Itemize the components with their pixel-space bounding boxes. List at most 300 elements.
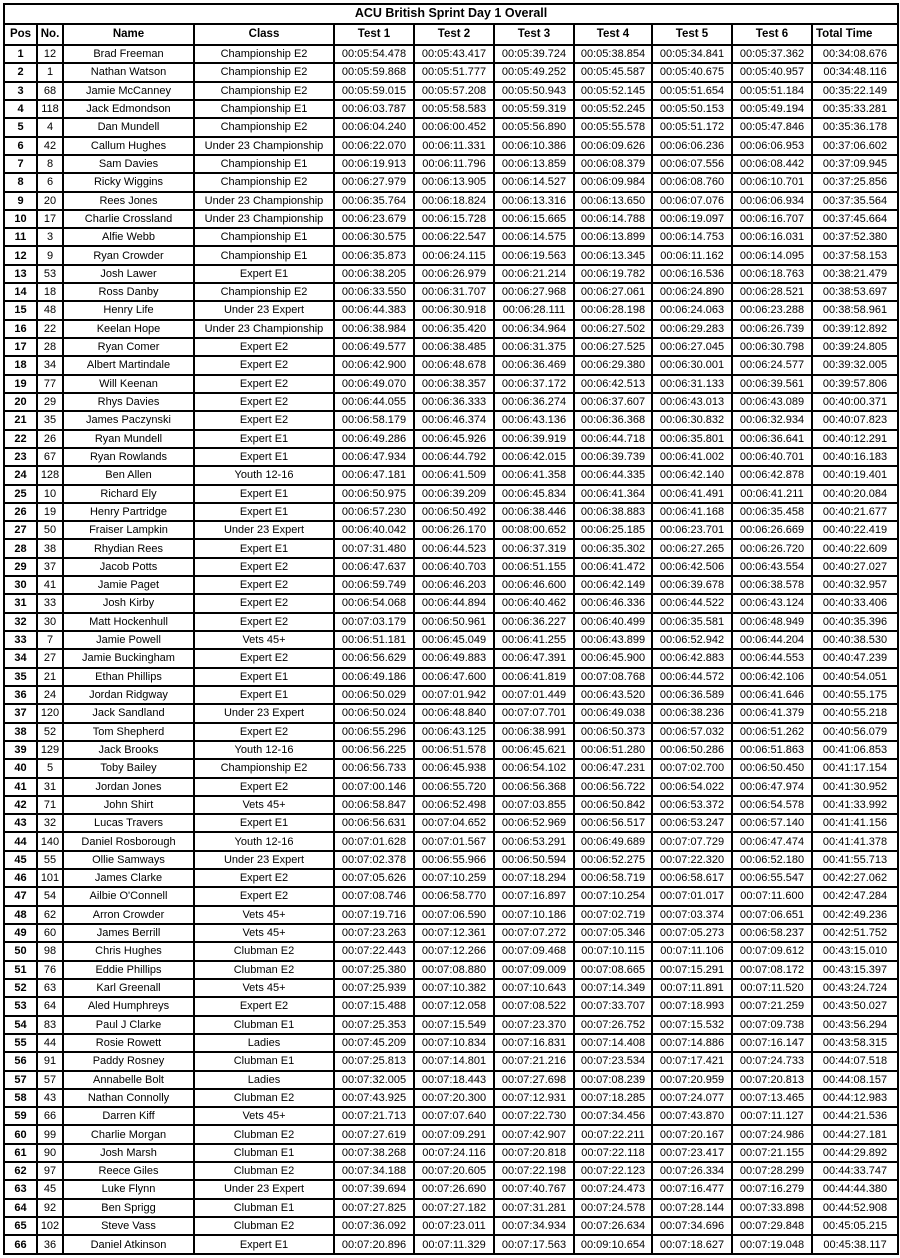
cell-name: Fraiser Lampkin (63, 521, 194, 539)
cell-test5: 00:06:08.760 (652, 173, 732, 191)
cell-test2: 00:07:15.549 (414, 1016, 494, 1034)
cell-total: 00:37:52.380 (812, 228, 898, 246)
cell-pos: 37 (4, 704, 37, 722)
cell-class: Championship E2 (194, 63, 334, 81)
cell-no: 8 (37, 155, 63, 173)
cell-no: 37 (37, 558, 63, 576)
cell-test6: 00:06:52.180 (732, 851, 812, 869)
cell-name: Albert Martindale (63, 356, 194, 374)
cell-test3: 00:07:20.818 (494, 1144, 574, 1162)
cell-total: 00:40:22.609 (812, 539, 898, 557)
cell-total: 00:44:52.908 (812, 1199, 898, 1217)
cell-test5: 00:05:51.654 (652, 82, 732, 100)
cell-test1: 00:06:58.179 (334, 411, 414, 429)
cell-test6: 00:05:40.957 (732, 63, 812, 81)
cell-no: 29 (37, 393, 63, 411)
cell-test2: 00:06:36.333 (414, 393, 494, 411)
cell-test3: 00:07:16.897 (494, 887, 574, 905)
cell-test4: 00:06:37.607 (574, 393, 652, 411)
cell-test3: 00:07:09.468 (494, 942, 574, 960)
cell-name: Josh Marsh (63, 1144, 194, 1162)
table-row (4, 997, 898, 1015)
cell-test4: 00:06:14.788 (574, 210, 652, 228)
table-row (4, 759, 898, 777)
cell-total: 00:44:29.892 (812, 1144, 898, 1162)
cell-name: Henry Partridge (63, 503, 194, 521)
cell-test4: 00:07:26.752 (574, 1016, 652, 1034)
cell-test6: 00:06:55.547 (732, 869, 812, 887)
cell-no: 83 (37, 1016, 63, 1034)
cell-class: Expert E2 (194, 649, 334, 667)
column-header-row (4, 24, 898, 45)
cell-test5: 00:06:07.076 (652, 192, 732, 210)
cell-pos: 35 (4, 668, 37, 686)
cell-no: 44 (37, 1034, 63, 1052)
cell-class: Youth 12-16 (194, 832, 334, 850)
cell-test6: 00:06:43.554 (732, 558, 812, 576)
cell-test3: 00:08:00.652 (494, 521, 574, 539)
cell-test6: 00:06:42.878 (732, 466, 812, 484)
cell-pos: 65 (4, 1217, 37, 1235)
cell-name: Tom Shepherd (63, 723, 194, 741)
cell-test6: 00:06:54.578 (732, 796, 812, 814)
cell-test4: 00:06:56.722 (574, 778, 652, 796)
cell-test3: 00:06:36.274 (494, 393, 574, 411)
table-row (4, 961, 898, 979)
table-row (4, 1180, 898, 1198)
cell-no: 3 (37, 228, 63, 246)
column-header-test4: Test 4 (574, 24, 652, 45)
cell-test1: 00:06:44.383 (334, 301, 414, 319)
cell-test4: 00:06:27.525 (574, 338, 652, 356)
cell-test2: 00:06:43.125 (414, 723, 494, 741)
cell-class: Expert E2 (194, 356, 334, 374)
cell-name: Charlie Crossland (63, 210, 194, 228)
cell-test6: 00:06:26.720 (732, 539, 812, 557)
cell-test6: 00:06:30.798 (732, 338, 812, 356)
cell-total: 00:34:48.116 (812, 63, 898, 81)
cell-test6: 00:07:09.738 (732, 1016, 812, 1034)
cell-name: Ryan Rowlands (63, 448, 194, 466)
cell-test4: 00:06:27.502 (574, 320, 652, 338)
cell-test3: 00:06:47.391 (494, 649, 574, 667)
cell-test5: 00:07:43.870 (652, 1107, 732, 1125)
cell-test5: 00:07:01.017 (652, 887, 732, 905)
cell-total: 00:38:53.697 (812, 283, 898, 301)
cell-test5: 00:05:50.153 (652, 100, 732, 118)
table-row (4, 1199, 898, 1217)
cell-test5: 00:06:19.097 (652, 210, 732, 228)
cell-pos: 2 (4, 63, 37, 81)
table-row (4, 246, 898, 264)
cell-class: Clubman E2 (194, 1089, 334, 1107)
cell-class: Youth 12-16 (194, 466, 334, 484)
cell-test1: 00:06:47.637 (334, 558, 414, 576)
cell-test5: 00:07:11.891 (652, 979, 732, 997)
cell-test2: 00:06:47.600 (414, 668, 494, 686)
cell-class: Under 23 Championship (194, 137, 334, 155)
cell-test6: 00:06:06.953 (732, 137, 812, 155)
cell-no: 4 (37, 118, 63, 136)
cell-total: 00:38:21.479 (812, 265, 898, 283)
cell-test2: 00:07:26.690 (414, 1180, 494, 1198)
cell-test5: 00:06:44.522 (652, 594, 732, 612)
cell-test6: 00:07:21.155 (732, 1144, 812, 1162)
cell-test3: 00:06:43.136 (494, 411, 574, 429)
cell-test3: 00:06:28.111 (494, 301, 574, 319)
cell-test6: 00:06:42.106 (732, 668, 812, 686)
cell-total: 00:44:33.747 (812, 1162, 898, 1180)
cell-test3: 00:07:40.767 (494, 1180, 574, 1198)
cell-name: Jamie Powell (63, 631, 194, 649)
cell-test1: 00:07:03.179 (334, 613, 414, 631)
column-header-no: No. (37, 24, 63, 45)
cell-class: Expert E1 (194, 485, 334, 503)
table-row (4, 393, 898, 411)
cell-test4: 00:07:26.634 (574, 1217, 652, 1235)
cell-test1: 00:05:54.478 (334, 45, 414, 63)
cell-test4: 00:06:52.275 (574, 851, 652, 869)
cell-test6: 00:05:51.184 (732, 82, 812, 100)
cell-test4: 00:07:22.118 (574, 1144, 652, 1162)
cell-pos: 42 (4, 796, 37, 814)
table-row (4, 741, 898, 759)
cell-pos: 31 (4, 594, 37, 612)
cell-test2: 00:06:38.485 (414, 338, 494, 356)
table-row (4, 869, 898, 887)
cell-test1: 00:06:33.550 (334, 283, 414, 301)
cell-test1: 00:07:20.896 (334, 1235, 414, 1254)
cell-no: 55 (37, 851, 63, 869)
cell-test5: 00:06:53.372 (652, 796, 732, 814)
cell-test4: 00:07:08.768 (574, 668, 652, 686)
cell-name: Ethan Phillips (63, 668, 194, 686)
cell-no: 22 (37, 320, 63, 338)
cell-name: Brad Freeman (63, 45, 194, 63)
cell-test2: 00:06:50.961 (414, 613, 494, 631)
cell-test3: 00:07:18.294 (494, 869, 574, 887)
cell-test5: 00:06:23.701 (652, 521, 732, 539)
cell-test2: 00:06:49.883 (414, 649, 494, 667)
cell-test6: 00:06:48.949 (732, 613, 812, 631)
cell-test2: 00:06:58.770 (414, 887, 494, 905)
cell-test2: 00:07:12.266 (414, 942, 494, 960)
cell-test6: 00:06:57.140 (732, 814, 812, 832)
cell-test3: 00:06:38.991 (494, 723, 574, 741)
cell-name: Darren Kiff (63, 1107, 194, 1125)
cell-class: Expert E2 (194, 411, 334, 429)
cell-name: Annabelle Bolt (63, 1071, 194, 1089)
cell-test5: 00:06:30.832 (652, 411, 732, 429)
cell-test1: 00:07:01.628 (334, 832, 414, 850)
cell-class: Expert E2 (194, 594, 334, 612)
cell-test2: 00:06:11.331 (414, 137, 494, 155)
cell-test6: 00:07:20.813 (732, 1071, 812, 1089)
cell-test2: 00:06:15.728 (414, 210, 494, 228)
cell-test4: 00:07:08.665 (574, 961, 652, 979)
cell-test1: 00:07:43.925 (334, 1089, 414, 1107)
cell-test5: 00:06:52.942 (652, 631, 732, 649)
table-row (4, 283, 898, 301)
cell-name: Sam Davies (63, 155, 194, 173)
cell-name: Chris Hughes (63, 942, 194, 960)
cell-name: Daniel Rosborough (63, 832, 194, 850)
table-row (4, 851, 898, 869)
cell-class: Clubman E2 (194, 942, 334, 960)
cell-test2: 00:06:45.938 (414, 759, 494, 777)
cell-pos: 53 (4, 997, 37, 1015)
cell-no: 10 (37, 485, 63, 503)
table-row (4, 1016, 898, 1034)
cell-total: 00:39:24.805 (812, 338, 898, 356)
cell-test2: 00:07:10.259 (414, 869, 494, 887)
cell-test3: 00:06:38.446 (494, 503, 574, 521)
cell-test5: 00:06:27.265 (652, 539, 732, 557)
cell-test3: 00:05:59.319 (494, 100, 574, 118)
table-row (4, 1235, 898, 1254)
cell-class: Youth 12-16 (194, 741, 334, 759)
cell-test1: 00:06:30.575 (334, 228, 414, 246)
cell-name: Jordan Jones (63, 778, 194, 796)
cell-test1: 00:06:40.042 (334, 521, 414, 539)
cell-pos: 49 (4, 924, 37, 942)
cell-test6: 00:07:09.612 (732, 942, 812, 960)
cell-test2: 00:05:43.417 (414, 45, 494, 63)
cell-test4: 00:05:52.145 (574, 82, 652, 100)
cell-test3: 00:07:16.831 (494, 1034, 574, 1052)
column-header-test3: Test 3 (494, 24, 574, 45)
cell-name: Callum Hughes (63, 137, 194, 155)
cell-pos: 8 (4, 173, 37, 191)
cell-test4: 00:07:33.707 (574, 997, 652, 1015)
cell-test6: 00:07:28.299 (732, 1162, 812, 1180)
cell-test1: 00:06:57.230 (334, 503, 414, 521)
column-header-total: Total Time (812, 24, 898, 45)
cell-no: 66 (37, 1107, 63, 1125)
cell-class: Vets 45+ (194, 979, 334, 997)
cell-name: Lucas Travers (63, 814, 194, 832)
cell-total: 00:40:12.291 (812, 430, 898, 448)
cell-test2: 00:06:35.420 (414, 320, 494, 338)
cell-no: 41 (37, 576, 63, 594)
cell-test4: 00:06:49.038 (574, 704, 652, 722)
cell-name: Ryan Crowder (63, 246, 194, 264)
cell-test1: 00:07:23.263 (334, 924, 414, 942)
cell-total: 00:43:58.315 (812, 1034, 898, 1052)
cell-test3: 00:06:45.621 (494, 741, 574, 759)
cell-no: 99 (37, 1125, 63, 1143)
cell-test4: 00:07:24.473 (574, 1180, 652, 1198)
cell-total: 00:37:09.945 (812, 155, 898, 173)
table-row (4, 906, 898, 924)
cell-test5: 00:07:18.627 (652, 1235, 732, 1254)
cell-name: Ben Allen (63, 466, 194, 484)
cell-test1: 00:07:36.092 (334, 1217, 414, 1235)
cell-test4: 00:06:35.302 (574, 539, 652, 557)
table-row (4, 1052, 898, 1070)
cell-name: Will Keenan (63, 375, 194, 393)
cell-test1: 00:06:49.186 (334, 668, 414, 686)
cell-name: Matt Hockenhull (63, 613, 194, 631)
cell-test6: 00:07:11.600 (732, 887, 812, 905)
cell-test2: 00:06:24.115 (414, 246, 494, 264)
cell-test1: 00:07:39.694 (334, 1180, 414, 1198)
cell-test1: 00:06:22.070 (334, 137, 414, 155)
cell-test5: 00:07:20.167 (652, 1125, 732, 1143)
cell-test4: 00:06:42.513 (574, 375, 652, 393)
cell-test5: 00:07:18.993 (652, 997, 732, 1015)
cell-test2: 00:06:44.792 (414, 448, 494, 466)
table-row (4, 137, 898, 155)
cell-pos: 20 (4, 393, 37, 411)
cell-test3: 00:05:49.252 (494, 63, 574, 81)
table-row (4, 45, 898, 63)
cell-name: Ben Sprigg (63, 1199, 194, 1217)
cell-test6: 00:06:26.669 (732, 521, 812, 539)
cell-no: 38 (37, 539, 63, 557)
cell-test3: 00:07:22.198 (494, 1162, 574, 1180)
cell-test5: 00:06:42.140 (652, 466, 732, 484)
cell-name: Charlie Morgan (63, 1125, 194, 1143)
cell-pos: 16 (4, 320, 37, 338)
cell-pos: 7 (4, 155, 37, 173)
cell-test4: 00:07:14.349 (574, 979, 652, 997)
cell-class: Clubman E1 (194, 1052, 334, 1070)
cell-test1: 00:07:38.268 (334, 1144, 414, 1162)
cell-no: 31 (37, 778, 63, 796)
cell-no: 67 (37, 448, 63, 466)
cell-pos: 4 (4, 100, 37, 118)
cell-test5: 00:07:17.421 (652, 1052, 732, 1070)
cell-test1: 00:06:49.070 (334, 375, 414, 393)
table-row (4, 558, 898, 576)
cell-test4: 00:05:38.854 (574, 45, 652, 63)
table-row (4, 778, 898, 796)
cell-test1: 00:07:15.488 (334, 997, 414, 1015)
cell-no: 36 (37, 1235, 63, 1254)
cell-test2: 00:07:07.640 (414, 1107, 494, 1125)
cell-class: Championship E2 (194, 173, 334, 191)
table-row (4, 1125, 898, 1143)
cell-test5: 00:06:16.536 (652, 265, 732, 283)
cell-total: 00:40:22.419 (812, 521, 898, 539)
cell-test3: 00:06:41.358 (494, 466, 574, 484)
cell-test3: 00:06:31.375 (494, 338, 574, 356)
cell-test3: 00:06:42.015 (494, 448, 574, 466)
cell-test2: 00:05:58.583 (414, 100, 494, 118)
cell-test1: 00:07:25.353 (334, 1016, 414, 1034)
cell-no: 71 (37, 796, 63, 814)
cell-total: 00:40:32.957 (812, 576, 898, 594)
cell-pos: 9 (4, 192, 37, 210)
cell-no: 60 (37, 924, 63, 942)
cell-pos: 60 (4, 1125, 37, 1143)
cell-pos: 12 (4, 246, 37, 264)
cell-pos: 3 (4, 82, 37, 100)
cell-pos: 30 (4, 576, 37, 594)
cell-no: 128 (37, 466, 63, 484)
cell-test3: 00:06:50.594 (494, 851, 574, 869)
cell-total: 00:43:15.010 (812, 942, 898, 960)
cell-no: 97 (37, 1162, 63, 1180)
cell-test5: 00:07:26.334 (652, 1162, 732, 1180)
cell-test3: 00:07:34.934 (494, 1217, 574, 1235)
cell-test5: 00:06:07.556 (652, 155, 732, 173)
cell-name: Alfie Webb (63, 228, 194, 246)
table-row (4, 649, 898, 667)
cell-test5: 00:07:15.291 (652, 961, 732, 979)
cell-test3: 00:07:07.701 (494, 704, 574, 722)
cell-test6: 00:06:40.701 (732, 448, 812, 466)
cell-pos: 55 (4, 1034, 37, 1052)
table-row (4, 979, 898, 997)
cell-test2: 00:06:55.966 (414, 851, 494, 869)
cell-test4: 00:06:27.061 (574, 283, 652, 301)
cell-no: 77 (37, 375, 63, 393)
cell-test6: 00:06:44.204 (732, 631, 812, 649)
cell-class: Championship E2 (194, 82, 334, 100)
cell-name: Richard Ely (63, 485, 194, 503)
cell-no: 129 (37, 741, 63, 759)
cell-total: 00:44:27.181 (812, 1125, 898, 1143)
cell-no: 57 (37, 1071, 63, 1089)
cell-no: 63 (37, 979, 63, 997)
cell-class: Vets 45+ (194, 631, 334, 649)
cell-test6: 00:07:08.172 (732, 961, 812, 979)
cell-test3: 00:06:15.665 (494, 210, 574, 228)
cell-test4: 00:05:45.587 (574, 63, 652, 81)
cell-test6: 00:06:08.442 (732, 155, 812, 173)
cell-class: Clubman E2 (194, 961, 334, 979)
cell-test5: 00:07:34.696 (652, 1217, 732, 1235)
cell-total: 00:43:24.724 (812, 979, 898, 997)
cell-test2: 00:06:13.905 (414, 173, 494, 191)
table-row (4, 1144, 898, 1162)
cell-test3: 00:07:17.563 (494, 1235, 574, 1254)
cell-pos: 26 (4, 503, 37, 521)
cell-test4: 00:06:40.499 (574, 613, 652, 631)
cell-test2: 00:07:06.590 (414, 906, 494, 924)
cell-no: 7 (37, 631, 63, 649)
cell-test2: 00:07:14.801 (414, 1052, 494, 1070)
cell-total: 00:40:38.530 (812, 631, 898, 649)
cell-name: Dan Mundell (63, 118, 194, 136)
cell-test6: 00:06:50.450 (732, 759, 812, 777)
cell-test6: 00:06:26.739 (732, 320, 812, 338)
cell-class: Under 23 Expert (194, 301, 334, 319)
cell-total: 00:42:51.752 (812, 924, 898, 942)
cell-total: 00:41:30.952 (812, 778, 898, 796)
cell-test5: 00:06:14.753 (652, 228, 732, 246)
cell-test3: 00:06:36.469 (494, 356, 574, 374)
cell-no: 5 (37, 759, 63, 777)
cell-test1: 00:07:00.146 (334, 778, 414, 796)
cell-pos: 62 (4, 1162, 37, 1180)
cell-name: Nathan Watson (63, 63, 194, 81)
cell-pos: 51 (4, 961, 37, 979)
cell-name: John Shirt (63, 796, 194, 814)
cell-class: Championship E2 (194, 283, 334, 301)
cell-test6: 00:07:33.898 (732, 1199, 812, 1217)
cell-pos: 34 (4, 649, 37, 667)
cell-test6: 00:06:47.974 (732, 778, 812, 796)
cell-test1: 00:06:55.296 (334, 723, 414, 741)
table-row (4, 228, 898, 246)
cell-class: Expert E1 (194, 265, 334, 283)
cell-test5: 00:06:41.491 (652, 485, 732, 503)
cell-name: Eddie Phillips (63, 961, 194, 979)
cell-name: Jordan Ridgway (63, 686, 194, 704)
